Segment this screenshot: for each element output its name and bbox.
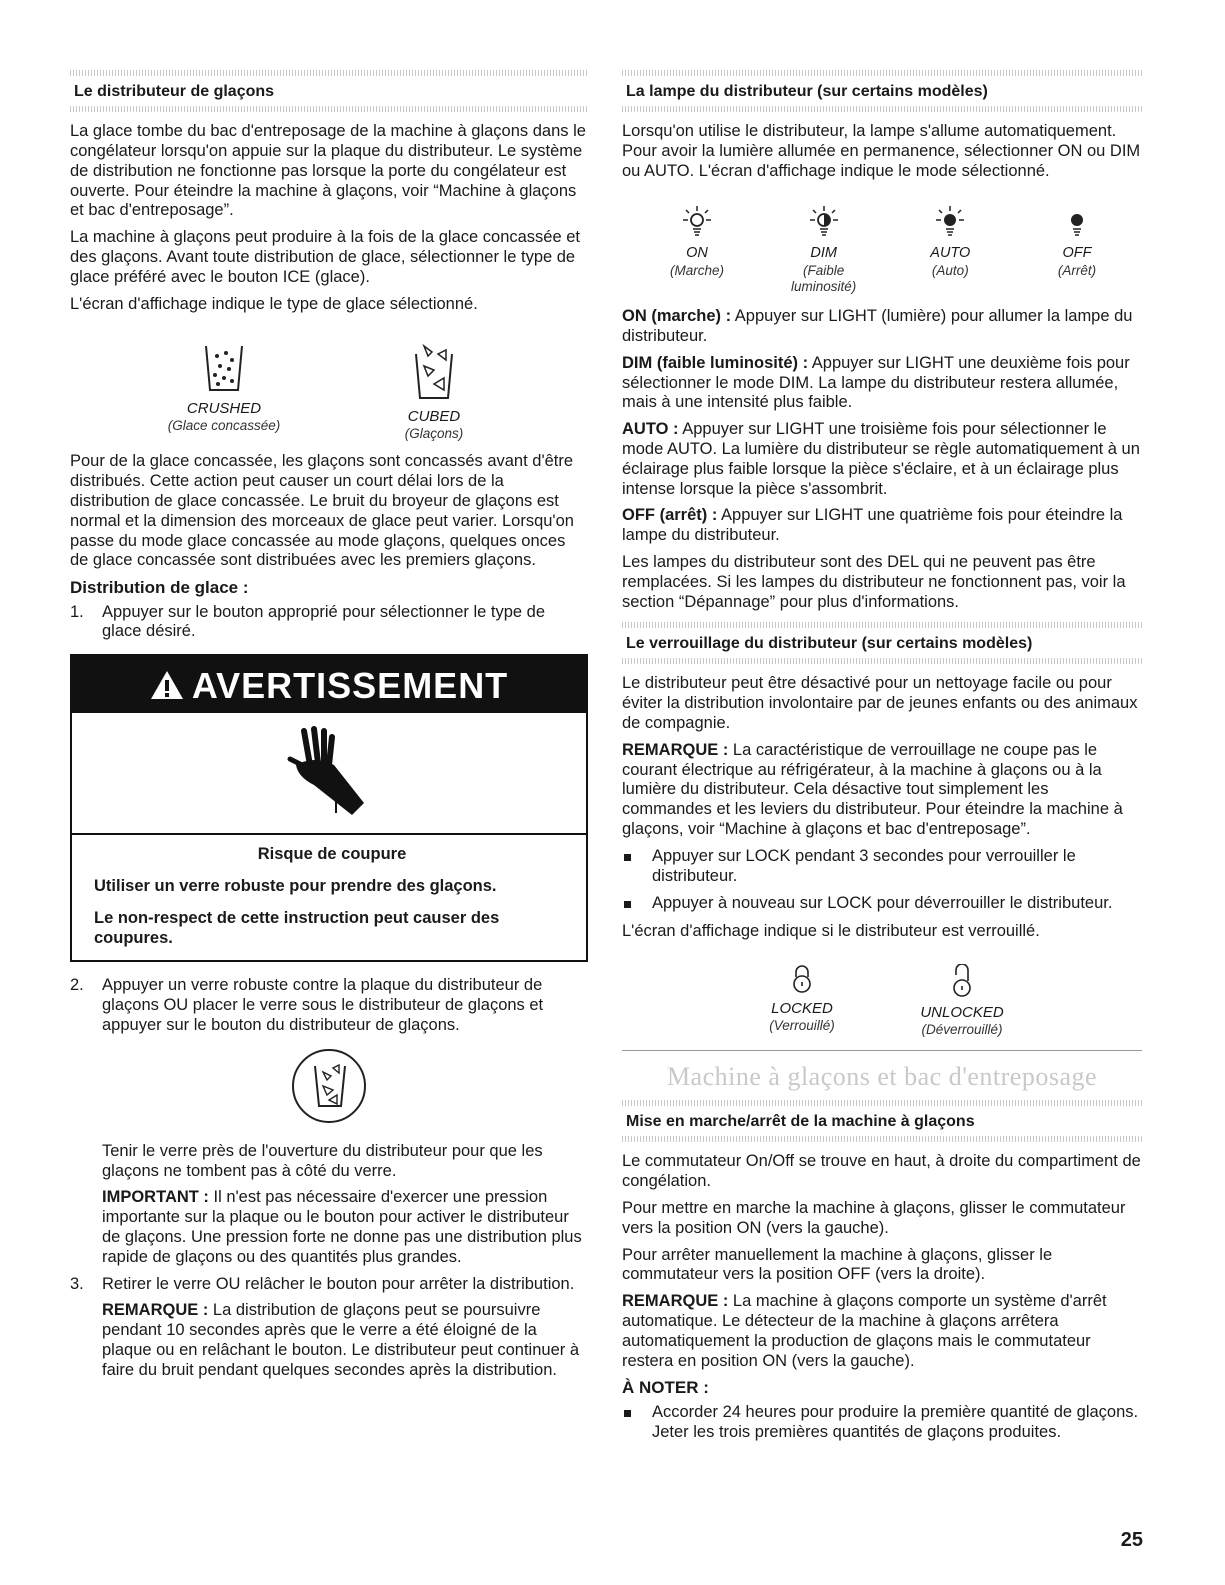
cut-hand-icon	[274, 725, 384, 821]
warning-triangle-icon	[150, 670, 184, 700]
icon-subcaption: (Verrouillé)	[769, 1017, 835, 1033]
icon-subcaption: (Arrêt)	[1057, 262, 1097, 278]
step-number: 3.	[70, 1274, 84, 1293]
ice-type-icons	[70, 342, 588, 442]
cubed-ice-icon	[412, 342, 456, 402]
icon-caption: ON	[686, 245, 708, 262]
paragraph: La glace tombe du bac d'entreposage de la machine à glaçons dans le congélateur lorsqu'on appuie sur la plaque du distributeur. Le système de distribution ne fonctionne pas lorsque la porte du congélateur est ouverte. Pour éteindre la machine à glaçons, voir “Machine à glaçons et bac d'entreposage”.	[70, 122, 586, 220]
light-dim-desc	[622, 354, 1142, 413]
lock-state-unlocked	[902, 964, 1022, 1038]
section-rule	[622, 658, 1142, 664]
left-column	[70, 70, 588, 1388]
light-auto-text: Appuyer sur LIGHT une troisième fois pour sélectionner le mode AUTO. La lumière du distributeur se règle automatiquement à un éclairage plus faible lorsque la pièce s'éclaire, et à un éclairage plus intense lorsque la pièce s'assombrit.	[622, 420, 1140, 498]
light-off-desc	[622, 506, 1142, 546]
light-on-icon	[680, 204, 714, 240]
warning-line: Utiliser un verre robuste pour prendre des glaçons.	[94, 877, 497, 896]
light-mode-off	[1022, 204, 1132, 296]
warning-text	[72, 835, 586, 960]
light-dim-label: DIM (faible luminosité) :	[622, 353, 809, 372]
paragraph: Pour arrêter manuellement la machine à glaçons, glisser le commutateur vers la position OFF (vers la droite).	[622, 1245, 1053, 1284]
light-off-icon	[1060, 204, 1094, 240]
section-rule	[70, 70, 588, 76]
paragraph: Lorsqu'on utilise le distributeur, la lampe s'allume automatiquement. Pour avoir la lumière allumée en permanence, sélectionner ON ou DIM ou AUTO. L'écran d'affichage indique le mode sélectionné.	[622, 122, 1141, 180]
list-item	[622, 847, 1142, 887]
paragraph: Les lampes du distributeur sont des DEL qui ne peuvent pas être remplacées. Si les lampes du distributeur ne fonctionnent pas, voir la section “Dépannage” pour plus d'informations.	[622, 552, 1126, 611]
remark-label: REMARQUE :	[622, 740, 729, 759]
chapter-title: Machine à glaçons et bac d'entreposage	[666, 1062, 1098, 1092]
light-auto-desc	[622, 420, 1142, 499]
icon-subcaption: (Faible luminosité)	[791, 262, 857, 294]
section-rule	[622, 1100, 1142, 1106]
light-mode-icons	[622, 204, 1142, 296]
important-text: Il n'est pas nécessaire d'exercer une pression importante sur la plaque ou le bouton pour activer le distributeur de glaçons. Une pression forte ne donne pas une distribution plus rapide de glaçons ou des quantités plus grandes.	[102, 1188, 582, 1266]
light-auto-label: AUTO :	[622, 420, 679, 439]
bullet-square-icon	[622, 847, 652, 887]
important-note	[102, 1188, 588, 1267]
icon-caption: AUTO	[930, 245, 971, 262]
icon-caption: OFF	[1062, 245, 1092, 262]
page-number: 25	[1120, 1529, 1143, 1551]
section-title-dispenser-lock: Le verrouillage du distributeur (sur certains modèles)	[626, 635, 1033, 653]
list-item	[622, 1403, 1142, 1443]
icon-caption: CUBED	[407, 408, 461, 426]
icon-caption: CRUSHED	[186, 400, 262, 418]
icon-caption: UNLOCKED	[920, 1003, 1004, 1021]
remark-note	[102, 1301, 588, 1380]
warning-header	[72, 656, 586, 713]
step-text: Appuyer un verre robuste contre la plaque du distributeur de glaçons OU placer le verre sous le distributeur de glaçons et appuyer sur le bouton du distributeur de glaçons.	[102, 976, 544, 1035]
glass-dispense-icon	[289, 1046, 369, 1126]
warning-line: Le non-respect de cette instruction peut causer des coupures.	[94, 908, 500, 947]
light-dim-icon	[807, 204, 841, 240]
list-item	[622, 894, 1142, 914]
section-rule	[622, 106, 1142, 112]
section-title-ice-dispenser: Le distributeur de glaçons	[74, 83, 275, 100]
light-mode-auto	[895, 204, 1005, 296]
step-text: Retirer le verre OU relâcher le bouton pour arrêter la distribution.	[102, 1274, 575, 1293]
step-2	[70, 976, 588, 1035]
paragraph: Le distributeur peut être désactivé pour un nettoyage facile ou pour éviter la distribution involontaire par de jeunes enfants ou des animaux de compagnie.	[622, 674, 1138, 733]
step-number: 2.	[70, 976, 84, 995]
subheading-ice-dispensing: Distribution de glace :	[70, 578, 249, 598]
section-rule	[70, 106, 588, 112]
ice-type-cubed	[369, 342, 499, 442]
icon-subcaption: (Glace concassée)	[167, 418, 281, 434]
remark-text: La caractéristique de verrouillage ne coupe pas le courant électrique au réfrigérateur, à la machine à glaçons ou à la lumière du distributeur. Cela désactive tout simplement les commandes et les leviers du distributeur. Pour éteindre la machine à glaçons, voir “Machine à glaçons et bac d'entreposage”.	[622, 740, 1123, 839]
light-auto-icon	[933, 204, 967, 240]
light-dim-text: Appuyer sur LIGHT une deuxième fois pour sélectionner le mode DIM. La lampe du distributeur restera allumée, mais à une intensité plus faible.	[622, 353, 1130, 412]
bullet-square-icon	[622, 894, 652, 914]
step-1	[70, 603, 588, 643]
note-heading: À NOTER :	[622, 1378, 709, 1398]
icon-caption: LOCKED	[771, 999, 833, 1017]
paragraph: L'écran d'affichage indique si le distributeur est verrouillé.	[622, 922, 1040, 941]
paragraph: Pour mettre en marche la machine à glaçons, glisser le commutateur vers la position ON (vers la gauche).	[622, 1199, 1126, 1237]
light-on-label: ON (marche) :	[622, 307, 732, 326]
paragraph: L'écran d'affichage indique le type de glace sélectionné.	[70, 294, 478, 313]
step-3	[70, 1275, 588, 1295]
ice-type-crushed	[159, 342, 289, 442]
remark-label: REMARQUE :	[102, 1301, 209, 1320]
lock-state-locked	[742, 964, 862, 1038]
light-on-desc	[622, 307, 1142, 347]
remark-note	[622, 1292, 1142, 1371]
dispenser-pad-illustration	[70, 1046, 588, 1126]
light-on-text: Appuyer sur LIGHT (lumière) pour allumer la lampe du distributeur.	[622, 307, 1133, 345]
light-mode-on	[642, 204, 752, 296]
warning-risk: Risque de coupure	[257, 845, 407, 864]
icon-subcaption: (Auto)	[931, 262, 969, 278]
list-item-text: Appuyer à nouveau sur LOCK pour déverrouiller le distributeur.	[652, 894, 1113, 913]
section-rule	[622, 622, 1142, 628]
crushed-ice-icon	[202, 342, 246, 394]
warning-box	[70, 654, 588, 962]
icon-subcaption: (Déverrouillé)	[921, 1021, 1003, 1037]
locked-icon	[790, 964, 814, 994]
important-label: IMPORTANT :	[102, 1188, 209, 1207]
remark-label: REMARQUE :	[622, 1292, 729, 1311]
divider	[622, 1050, 1142, 1051]
remark-text: La machine à glaçons comporte un système d'arrêt automatique. Le détecteur de la machine à glaçons arrêtera automatiquement la production de glaçons mais le commutateur restera en position ON (vers la gauche).	[622, 1292, 1107, 1370]
right-column	[622, 70, 1142, 1450]
section-rule	[622, 1136, 1142, 1142]
icon-subcaption: (Marche)	[669, 262, 724, 278]
list-item-text: Appuyer sur LOCK pendant 3 secondes pour verrouiller le distributeur.	[652, 846, 1076, 885]
list-item-text: Accorder 24 heures pour produire la première quantité de glaçons. Jeter les trois premières quantités de glaçons produites.	[652, 1402, 1139, 1441]
icon-caption: DIM	[810, 245, 837, 262]
remark-note	[622, 741, 1142, 840]
bullet-square-icon	[622, 1403, 652, 1443]
light-off-text: Appuyer sur LIGHT une quatrième fois pour éteindre la lampe du distributeur.	[622, 506, 1123, 545]
light-off-label: OFF (arrêt) :	[622, 506, 718, 525]
section-title-dispenser-light: La lampe du distributeur (sur certains modèles)	[626, 83, 988, 100]
section-title-icemaker-onoff: Mise en marche/arrêt de la machine à glaçons	[626, 1113, 975, 1131]
warning-title: AVERTISSEMENT	[191, 665, 509, 707]
paragraph: Tenir le verre près de l'ouverture du distributeur pour que les glaçons ne tombent pas à côté du verre.	[102, 1141, 543, 1180]
remark-text: La distribution de glaçons peut se poursuivre pendant 10 secondes après que le verre a été éloigné de la plaque ou en relâchant le bouton. Le distributeur peut continuer à faire du bruit pendant quelques secondes après la distribution.	[102, 1301, 580, 1379]
step-text: Appuyer sur le bouton approprié pour sélectionner le type de glace désiré.	[102, 602, 546, 641]
lock-icons	[622, 964, 1142, 1038]
paragraph: Le commutateur On/Off se trouve en haut, à droite du compartiment de congélation.	[622, 1152, 1141, 1191]
section-rule	[622, 70, 1142, 76]
icon-subcaption: (Glaçons)	[404, 426, 464, 442]
step-number: 1.	[70, 602, 84, 621]
light-mode-dim	[769, 204, 879, 296]
unlocked-icon	[950, 964, 974, 998]
paragraph: Pour de la glace concassée, les glaçons sont concassés avant d'être distribués. Cette action peut causer un court délai lors de la distribution de glace concassée. Le bruit du broyeur de glaçons est normal et la dimension des morceaux de glace peut varier. Lorsqu'on passe du mode glace concassée au mode glaçons, quelques onces de glace concassée sont distribuées avec les premiers glaçons.	[70, 452, 574, 570]
paragraph: La machine à glaçons peut produire à la fois de la glace concassée et des glaçons. Avant toute distribution de glace, sélectionner le type de glace préféré avec le bouton ICE (glace).	[70, 228, 580, 286]
warning-picture	[72, 713, 586, 835]
